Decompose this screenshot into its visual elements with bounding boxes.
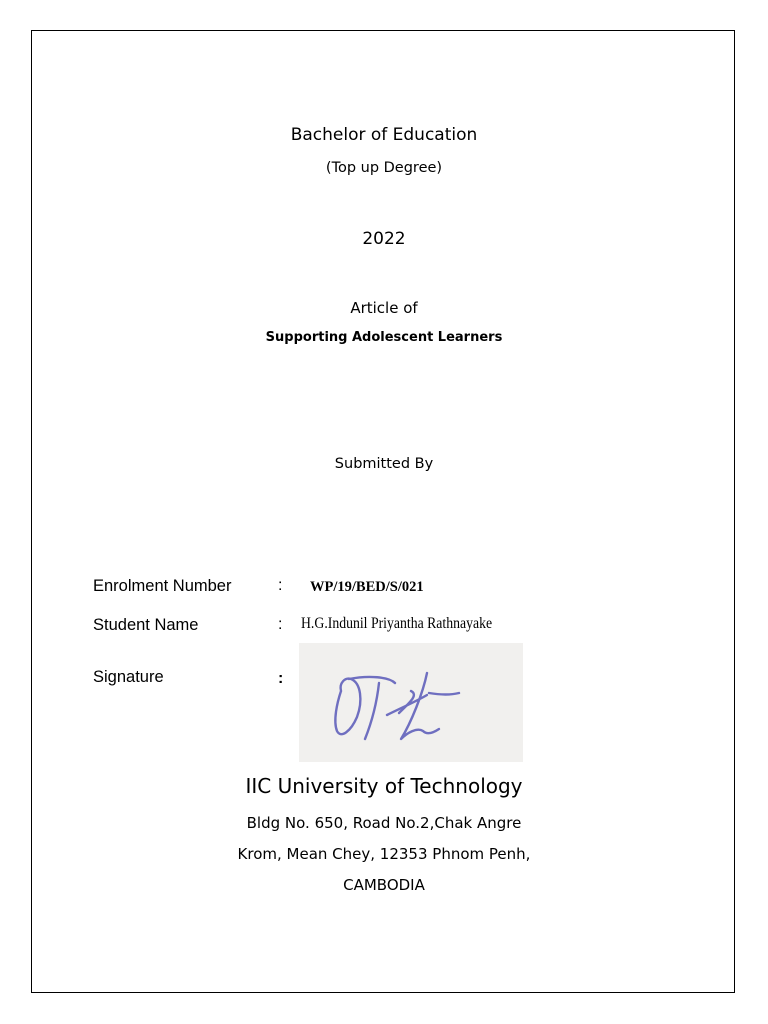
enrolment-number-label: Enrolment Number [93, 577, 232, 595]
degree-title: Bachelor of Education [290, 125, 478, 145]
article-label: Article of [350, 299, 418, 317]
address-line-1: Bldg No. 650, Road No.2,Chak Angre [246, 814, 522, 832]
article-title: Supporting Adolescent Learners [265, 330, 503, 345]
university-name: IIC University of Technology [245, 774, 523, 798]
student-name-label: Student Name [93, 616, 199, 634]
handwritten-signature [299, 643, 523, 762]
signature-stroke [365, 683, 379, 739]
enrolment-separator: : [278, 577, 283, 594]
submitted-by-label: Submitted By [334, 456, 434, 472]
signature-separator: : [278, 670, 284, 687]
signature-label: Signature [93, 668, 164, 686]
degree-subtitle: (Top up Degree) [325, 160, 443, 176]
signature-image [299, 643, 523, 762]
address-line-2: Krom, Mean Chey, 12353 Phnom Penh, [237, 845, 531, 863]
address-line-3: CAMBODIA [343, 876, 425, 894]
signature-stroke [429, 693, 459, 695]
signature-stroke [335, 679, 360, 735]
year: 2022 [362, 229, 406, 249]
student-name-separator: : [278, 616, 283, 633]
student-name-value: H.G.Indunil Priyantha Rathnayake [301, 615, 493, 632]
enrolment-number-value: WP/19/BED/S/021 [310, 579, 424, 595]
